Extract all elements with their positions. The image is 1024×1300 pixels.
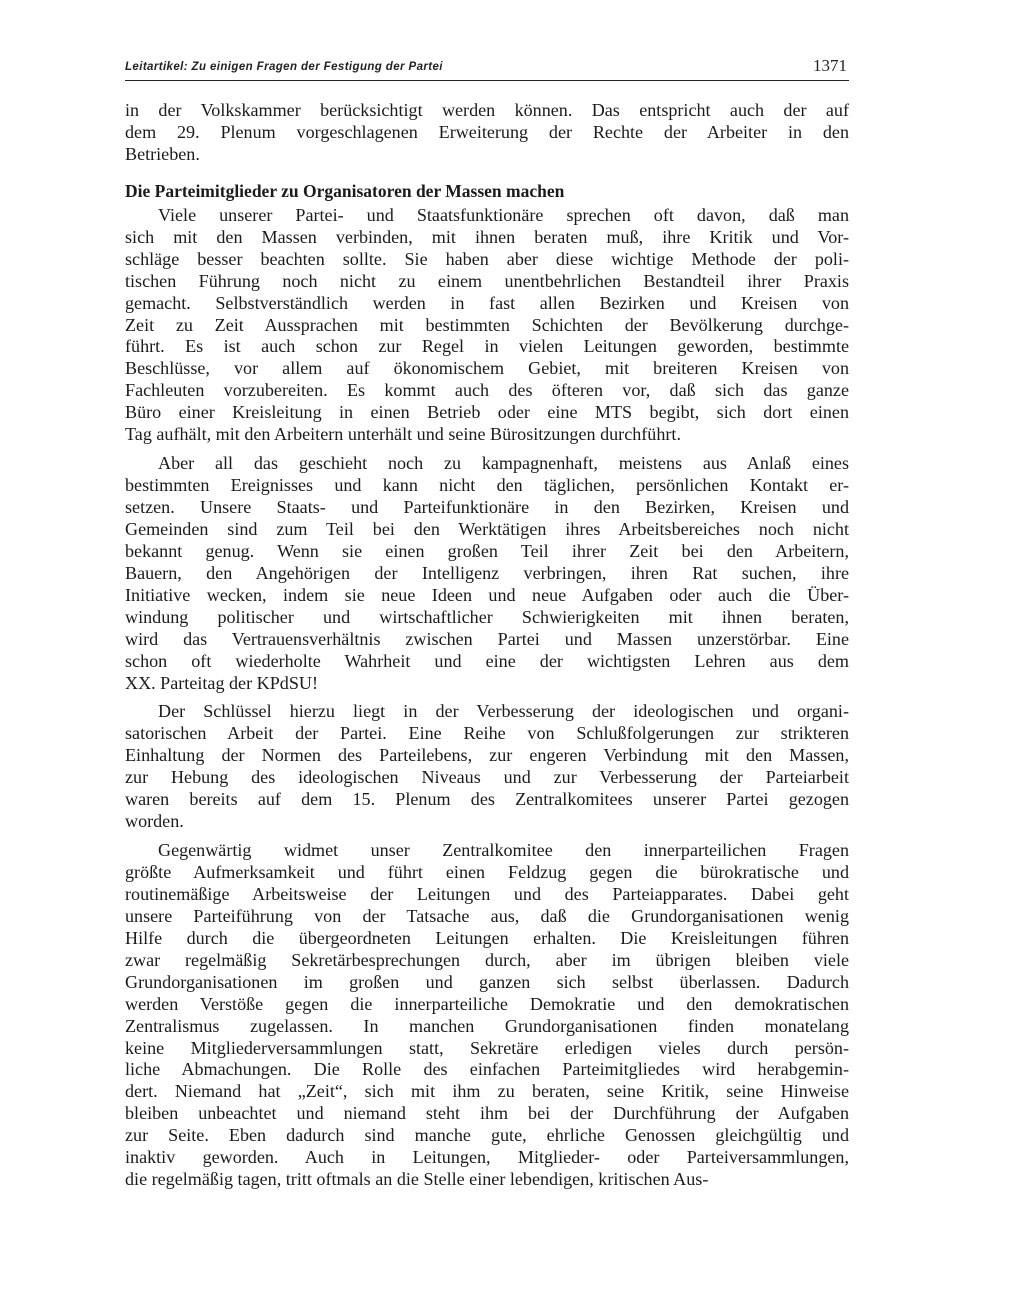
text-line: waren bereits auf dem 15. Plenum des Zentralkomitees unserer Partei gezogen (125, 789, 849, 810)
text-line: Büro einer Kreisleitung in einen Betrieb oder eine MTS begibt, sich dort einen (125, 402, 849, 423)
text-line: zur Hebung des ideologischen Niveaus und zur Verbesserung der Parteiarbeit (125, 767, 849, 788)
text-line: größte Aufmerksamkeit und führt einen Feldzug gegen die bürokratische und (125, 862, 849, 882)
text-line: Zentralismus zugelassen. In manchen Grundorganisationen finden monatelang (125, 1015, 849, 1036)
text-line: bestimmten Ereignisses und kann nicht den täglichen, persönlichen Kontakt er- (125, 475, 849, 496)
text-line: schläge besser beachten sollte. Sie haben aber diese wichtige Methode der poli- (125, 248, 849, 269)
paragraph (125, 453, 849, 694)
text-line: wird das Vertrauensverhältnis zwischen Partei und Massen unzerstörbar. Eine (125, 628, 849, 649)
text-line: Fachleuten vorzubereiten. Es kommt auch des öfteren vor, daß sich das ganze (125, 380, 849, 401)
text-line: Hilfe durch die übergeordneten Leitungen erhalten. Die Kreisleitungen führen (125, 927, 849, 948)
text-line: Initiative wecken, indem sie neue Ideen und neue Aufgaben oder auch die Über- (125, 584, 849, 605)
paragraph-gap (125, 446, 849, 453)
text-line: keine Mitgliederversammlungen statt, Sekretäre erledigen vieles durch persön- (125, 1037, 849, 1058)
page-number: 1371 (813, 56, 847, 75)
text-line: Viele unserer Partei- und Staatsfunktionäre sprechen oft davon, daß man (158, 204, 849, 225)
paragraph-gap (125, 833, 849, 840)
document-page (125, 58, 849, 1191)
article-body (125, 100, 849, 1191)
text-line: worden. (125, 811, 184, 832)
intro-paragraph (125, 100, 849, 166)
paragraph (125, 205, 849, 446)
text-line: bekannt genug. Wenn sie einen großen Teil ihrer Zeit bei den Arbeitern, (125, 540, 849, 561)
text-line: dem 29. Plenum vorgeschlagenen Erweiterung der Rechte der Arbeiter in den (125, 121, 849, 142)
text-line: inaktiv geworden. Auch in Leitungen, Mitglieder- oder Parteiversammlungen, (125, 1147, 849, 1168)
text-line: dert. Niemand hat „Zeit“, sich mit ihm zu beraten, seine Kritik, seine Hinweise (125, 1081, 849, 1102)
text-line: zur Seite. Eben dadurch sind manche gute, ehrliche Genossen gleichgültig und (125, 1125, 849, 1146)
paragraph-list (125, 205, 849, 1191)
text-line: Einhaltung der Normen des Parteilebens, zur engeren Verbindung mit den Massen, (125, 745, 849, 766)
text-line: bleiben unbeachtet und niemand steht ihm bei der Durchführung der Aufgaben (125, 1103, 849, 1124)
paragraph (125, 840, 849, 1191)
text-line: Betrieben. (125, 143, 200, 164)
text-line: tischen Führung noch nicht zu einem unentbehrlichen Bestandteil ihrer Praxis (125, 270, 849, 291)
text-line: Gegenwärtig widmet unser Zentralkomitee den innerparteilichen Fragen (158, 840, 849, 861)
text-line: unsere Parteiführung von der Tatsache aus, daß die Grundorganisationen wenig (125, 905, 849, 926)
text-line: Der Schlüssel hierzu liegt in der Verbesserung der ideologischen und organi- (158, 701, 849, 722)
text-line: werden Verstöße gegen die innerparteiliche Demokratie und den demokratischen (125, 993, 849, 1014)
text-line: liche Abmachungen. Die Rolle des einfachen Parteimitgliedes wird herabgemin- (125, 1059, 849, 1080)
text-line: zwar regelmäßig Sekretärbesprechungen durch, aber im übrigen bleiben viele (125, 949, 849, 970)
text-line: windung politischer und wirtschaftlicher Schwierigkeiten mit ihnen beraten, (125, 606, 849, 627)
text-line: in der Volkskammer berücksichtigt werden können. Das entspricht auch der auf (125, 100, 849, 120)
text-line: Gemeinden sind zum Teil bei den Werktätigen ihres Arbeitsbereiches noch nicht (125, 518, 849, 539)
text-line: XX. Parteitag der KPdSU! (125, 672, 318, 693)
text-line: routinemäßige Arbeitsweise der Leitungen und des Parteiapparates. Dabei geht (125, 883, 849, 904)
text-line: führt. Es ist auch schon zur Regel in vielen Leitungen geworden, bestimmte (125, 336, 849, 357)
paragraph-gap (125, 694, 849, 701)
text-line: satorischen Arbeit der Partei. Eine Reihe von Schlußfolgerungen zur strikteren (125, 723, 849, 744)
running-title: Leitartikel: Zu einigen Fragen der Festigung der Partei (125, 61, 443, 73)
text-line: die regelmäßig tagen, tritt oftmals an die Stelle einer lebendigen, kritischen Aus- (125, 1169, 709, 1190)
text-line: schon oft wiederholte Wahrheit und eine der wichtigsten Lehren aus dem (125, 650, 849, 671)
running-header (125, 58, 849, 81)
text-line: sich mit den Massen verbinden, mit ihnen beraten muß, ihre Kritik und Vor- (125, 226, 849, 247)
paragraph (125, 701, 849, 833)
text-line: gemacht. Selbstverständlich werden in fast allen Bezirken und Kreisen von (125, 292, 849, 313)
text-line: Grundorganisationen im großen und ganzen sich selbst überlassen. Dadurch (125, 971, 849, 992)
text-line: Tag aufhält, mit den Arbeitern unterhält und seine Bürositzungen durchführt. (125, 424, 681, 445)
text-line: Beschlüsse, vor allem auf ökonomischem Gebiet, mit breiteren Kreisen von (125, 358, 849, 379)
text-line: setzen. Unsere Staats- und Parteifunktionäre in den Bezirken, Kreisen und (125, 497, 849, 517)
text-line: Zeit zu Zeit Aussprachen mit bestimmten Schichten der Bevölkerung durchge- (125, 314, 849, 335)
section-heading: Die Parteimitglieder zu Organisatoren der Massen machen (125, 180, 565, 201)
text-line: Bauern, den Angehörigen der Intelligenz verbringen, ihren Rat suchen, ihre (125, 562, 849, 583)
text-line: Aber all das geschieht noch zu kampagnenhaft, meistens aus Anlaß eines (158, 453, 849, 474)
